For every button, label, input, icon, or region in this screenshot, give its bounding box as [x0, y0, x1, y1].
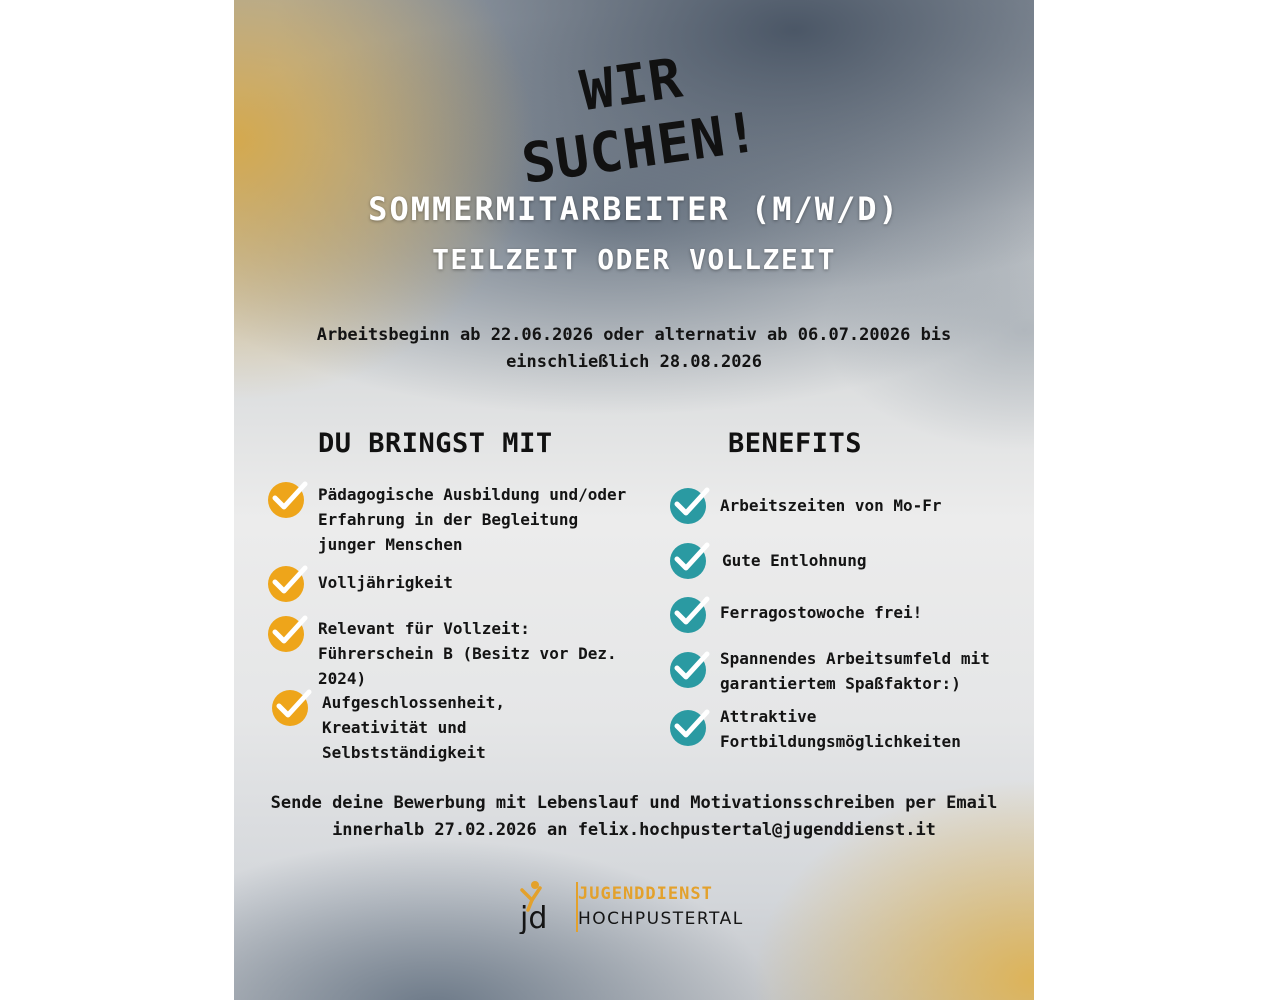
benefit-text: Arbeitszeiten von Mo-Fr	[720, 496, 942, 515]
check-circle-icon	[272, 690, 308, 726]
jugenddienst-logo	[518, 878, 778, 938]
benefit-item	[670, 543, 1010, 579]
check-circle-icon	[268, 616, 304, 652]
requirement-item	[268, 616, 648, 691]
benefit-item	[670, 597, 1010, 633]
check-circle-icon	[268, 482, 304, 518]
requirement-text: Volljährigkeit	[318, 573, 453, 592]
requirement-item	[268, 482, 648, 557]
benefit-text: Gute Entlohnung	[722, 551, 867, 570]
check-circle-icon	[670, 543, 706, 579]
requirement-item	[268, 566, 648, 602]
application-line-2: innerhalb 27.02.2026 an felix.hochpustertal@jugenddienst.it	[332, 820, 936, 840]
check-circle-icon	[670, 652, 706, 688]
logo-region: HOCHPUSTERTAL	[578, 909, 744, 929]
benefits-heading: BENEFITS	[728, 428, 863, 459]
logo-name: JUGENDDIENST	[578, 884, 713, 904]
requirements-heading: DU BRINGST MIT	[318, 428, 553, 459]
logo-mark-text: jd	[520, 901, 548, 934]
headline: WIR SUCHEN!	[517, 45, 764, 196]
requirement-text: Pädagogische Ausbildung und/oder Erfahrung in der Begleitung junger Menschen	[318, 485, 627, 554]
requirement-text: Aufgeschlossenheit, Kreativität und Selbstständigkeit	[322, 693, 506, 762]
requirement-text: Relevant für Vollzeit: Führerschein B (Besitz vor Dez. 2024)	[318, 619, 617, 688]
job-subtitle: TEILZEIT ODER VOLLZEIT	[432, 243, 836, 276]
check-circle-icon	[268, 566, 304, 602]
check-circle-icon	[670, 597, 706, 633]
job-poster	[234, 0, 1034, 1000]
job-title: SOMMERMITARBEITER (M/W/D)	[368, 190, 900, 228]
benefit-text: Spannendes Arbeitsumfeld mit garantiertem Spaßfaktor:)	[720, 649, 990, 693]
check-circle-icon	[670, 710, 706, 746]
benefit-item	[670, 488, 1010, 524]
benefit-item	[670, 646, 1010, 696]
application-line-1: Sende deine Bewerbung mit Lebenslauf und Motivationsschreiben per Email	[270, 793, 998, 813]
benefit-item	[670, 704, 1010, 754]
check-circle-icon	[670, 488, 706, 524]
jugenddienst-logo-icon	[518, 878, 564, 934]
application-info	[264, 790, 1004, 844]
benefit-text: Attraktive Fortbildungsmöglichkeiten	[720, 707, 961, 751]
start-date-info: Arbeitsbeginn ab 22.06.2026 oder alternativ ab 06.07.20026 bis einschließlich 28.08.2026	[316, 325, 952, 372]
requirement-item	[272, 690, 652, 765]
benefit-text: Ferragostowoche frei!	[720, 603, 923, 622]
